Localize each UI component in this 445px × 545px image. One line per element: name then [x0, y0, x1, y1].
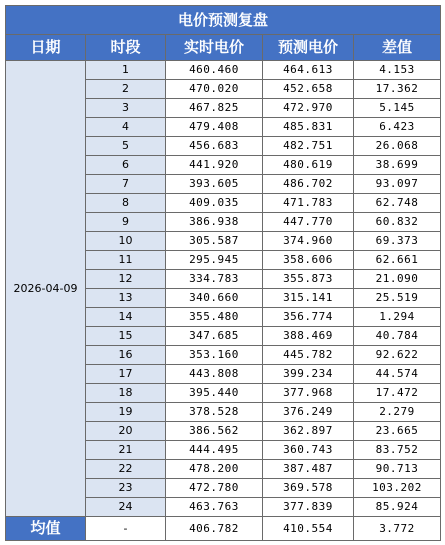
difference-cell: 90.713: [354, 460, 441, 479]
table-title: 电价预测复盘: [6, 6, 441, 35]
forecast-price-cell: 464.613: [263, 61, 354, 80]
actual-price-cell: 456.683: [166, 137, 263, 156]
period-cell: 2: [86, 80, 166, 99]
actual-price-cell: 479.408: [166, 118, 263, 137]
actual-price-cell: 378.528: [166, 403, 263, 422]
difference-cell: 93.097: [354, 175, 441, 194]
period-cell: 4: [86, 118, 166, 137]
period-cell: 20: [86, 422, 166, 441]
forecast-price-cell: 480.619: [263, 156, 354, 175]
forecast-price-cell: 356.774: [263, 308, 354, 327]
actual-price-cell: 386.562: [166, 422, 263, 441]
actual-price-cell: 353.160: [166, 346, 263, 365]
period-cell: 3: [86, 99, 166, 118]
period-cell: 16: [86, 346, 166, 365]
forecast-price-cell: 485.831: [263, 118, 354, 137]
period-cell: 22: [86, 460, 166, 479]
header-difference: 差值: [354, 35, 441, 61]
table-row: [6, 61, 441, 80]
period-cell: 11: [86, 251, 166, 270]
actual-price-cell: 334.783: [166, 270, 263, 289]
difference-cell: 69.373: [354, 232, 441, 251]
difference-cell: 1.294: [354, 308, 441, 327]
forecast-price-cell: 472.970: [263, 99, 354, 118]
difference-cell: 85.924: [354, 498, 441, 517]
difference-cell: 2.279: [354, 403, 441, 422]
period-cell: 13: [86, 289, 166, 308]
difference-cell: 17.362: [354, 80, 441, 99]
period-cell: 23: [86, 479, 166, 498]
difference-cell: 44.574: [354, 365, 441, 384]
forecast-price-cell: 369.578: [263, 479, 354, 498]
difference-cell: 62.748: [354, 194, 441, 213]
price-review-table: [5, 5, 441, 541]
actual-price-cell: 470.020: [166, 80, 263, 99]
difference-cell: 38.699: [354, 156, 441, 175]
actual-price-cell: 467.825: [166, 99, 263, 118]
forecast-price-cell: 482.751: [263, 137, 354, 156]
forecast-price-cell: 315.141: [263, 289, 354, 308]
forecast-price-cell: 452.658: [263, 80, 354, 99]
period-cell: 14: [86, 308, 166, 327]
actual-price-cell: 340.660: [166, 289, 263, 308]
actual-price-cell: 395.440: [166, 384, 263, 403]
actual-price-cell: 386.938: [166, 213, 263, 232]
period-cell: 12: [86, 270, 166, 289]
actual-price-cell: 409.035: [166, 194, 263, 213]
date-cell: 2026-04-09: [6, 61, 86, 517]
difference-cell: 40.784: [354, 327, 441, 346]
difference-cell: 62.661: [354, 251, 441, 270]
actual-price-cell: 393.605: [166, 175, 263, 194]
forecast-price-cell: 376.249: [263, 403, 354, 422]
period-cell: 19: [86, 403, 166, 422]
difference-cell: 26.068: [354, 137, 441, 156]
forecast-price-cell: 388.469: [263, 327, 354, 346]
average-period: -: [86, 517, 166, 541]
forecast-price-cell: 447.770: [263, 213, 354, 232]
period-cell: 24: [86, 498, 166, 517]
difference-cell: 92.622: [354, 346, 441, 365]
difference-cell: 21.090: [354, 270, 441, 289]
header-row: [6, 35, 441, 61]
period-cell: 15: [86, 327, 166, 346]
actual-price-cell: 443.808: [166, 365, 263, 384]
difference-cell: 25.519: [354, 289, 441, 308]
period-cell: 18: [86, 384, 166, 403]
forecast-price-cell: 471.783: [263, 194, 354, 213]
difference-cell: 6.423: [354, 118, 441, 137]
forecast-price-cell: 355.873: [263, 270, 354, 289]
period-cell: 21: [86, 441, 166, 460]
actual-price-cell: 441.920: [166, 156, 263, 175]
difference-cell: 83.752: [354, 441, 441, 460]
header-period: 时段: [86, 35, 166, 61]
period-cell: 7: [86, 175, 166, 194]
forecast-price-cell: 360.743: [263, 441, 354, 460]
period-cell: 10: [86, 232, 166, 251]
header-date: 日期: [6, 35, 86, 61]
forecast-price-cell: 445.782: [263, 346, 354, 365]
actual-price-cell: 295.945: [166, 251, 263, 270]
actual-price-cell: 347.685: [166, 327, 263, 346]
forecast-price-cell: 387.487: [263, 460, 354, 479]
actual-price-cell: 355.480: [166, 308, 263, 327]
table-body: [6, 61, 441, 517]
difference-cell: 103.202: [354, 479, 441, 498]
header-forecast-price: 预测电价: [263, 35, 354, 61]
period-cell: 1: [86, 61, 166, 80]
actual-price-cell: 478.200: [166, 460, 263, 479]
average-forecast: 410.554: [263, 517, 354, 541]
forecast-price-cell: 377.968: [263, 384, 354, 403]
difference-cell: 60.832: [354, 213, 441, 232]
forecast-price-cell: 358.606: [263, 251, 354, 270]
difference-cell: 4.153: [354, 61, 441, 80]
forecast-price-cell: 377.839: [263, 498, 354, 517]
average-actual: 406.782: [166, 517, 263, 541]
average-diff: 3.772: [354, 517, 441, 541]
actual-price-cell: 305.587: [166, 232, 263, 251]
actual-price-cell: 460.460: [166, 61, 263, 80]
average-label: 均值: [6, 517, 86, 541]
difference-cell: 23.665: [354, 422, 441, 441]
difference-cell: 5.145: [354, 99, 441, 118]
period-cell: 17: [86, 365, 166, 384]
actual-price-cell: 472.780: [166, 479, 263, 498]
actual-price-cell: 444.495: [166, 441, 263, 460]
forecast-price-cell: 486.702: [263, 175, 354, 194]
price-review-table-wrapper: [5, 5, 440, 541]
period-cell: 9: [86, 213, 166, 232]
forecast-price-cell: 362.897: [263, 422, 354, 441]
average-row: [6, 517, 441, 541]
header-actual-price: 实时电价: [166, 35, 263, 61]
period-cell: 6: [86, 156, 166, 175]
forecast-price-cell: 374.960: [263, 232, 354, 251]
period-cell: 5: [86, 137, 166, 156]
period-cell: 8: [86, 194, 166, 213]
actual-price-cell: 463.763: [166, 498, 263, 517]
difference-cell: 17.472: [354, 384, 441, 403]
forecast-price-cell: 399.234: [263, 365, 354, 384]
